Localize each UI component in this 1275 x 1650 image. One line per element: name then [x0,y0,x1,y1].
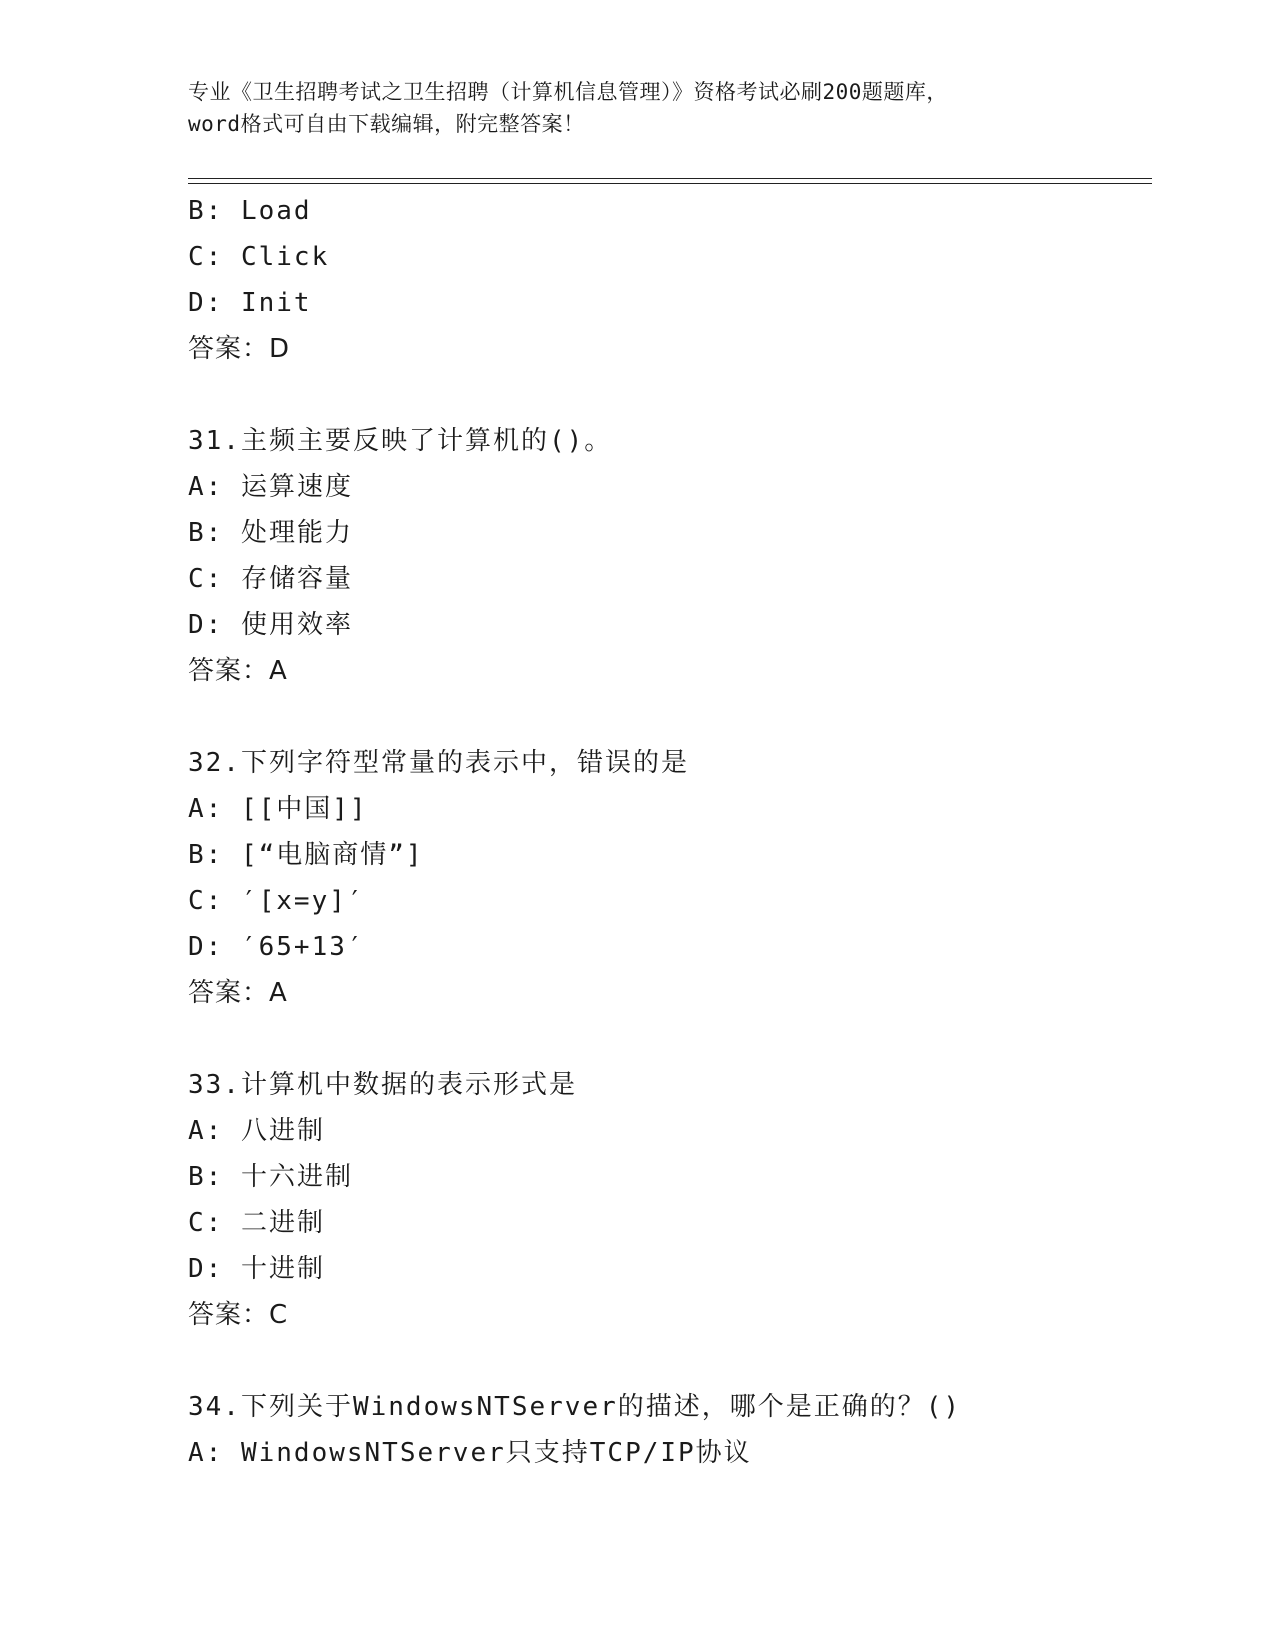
question-31 [188,418,1148,694]
option-b: B: 十六进制 [188,1162,353,1192]
question-33 [188,1062,1148,1338]
answer-label: 答案：A [188,978,288,1008]
question-stem: 31.主频主要反映了计算机的()。 [188,426,613,456]
spacer [188,372,1148,418]
header-title-line-1: 专业《卫生招聘考试之卫生招聘（计算机信息管理）》资格考试必刷200题题库， [188,80,948,104]
header-divider-top [188,178,1152,179]
question-list [188,188,1148,1476]
option-d: D: 十进制 [188,1254,325,1284]
option-b: B: [“电脑商情”] [188,840,424,870]
question-34 [188,1384,1148,1476]
option-c: C: Click [188,242,330,272]
spacer [188,1016,1148,1062]
option-d: D: Init [188,288,312,318]
option-c: C: 二进制 [188,1208,325,1238]
answer-label: 答案：C [188,1300,289,1330]
option-c: C: 存储容量 [188,564,353,594]
option-a: A: 八进制 [188,1116,325,1146]
option-a: A: [[中国]] [188,794,368,824]
answer-label: 答案：D [188,334,291,364]
document-header [188,76,1088,140]
option-a: A: WindowsNTServer只支持TCP/IP协议 [188,1438,752,1468]
header-title-line-2: word格式可自由下载编辑，附完整答案！ [188,112,585,136]
option-d: D: 使用效率 [188,610,353,640]
spacer [188,694,1148,740]
question-30-continued [188,188,1148,372]
header-divider-bottom [188,183,1152,184]
option-b: B: Load [188,196,312,226]
spacer [188,1338,1148,1384]
question-32 [188,740,1148,1016]
option-c: C: ′[x=y]′ [188,886,365,916]
option-a: A: 运算速度 [188,472,353,502]
question-stem: 34.下列关于WindowsNTServer的描述，哪个是正确的？() [188,1392,962,1422]
option-d: D: ′65+13′ [188,932,365,962]
option-b: B: 处理能力 [188,518,353,548]
answer-label: 答案：A [188,656,288,686]
question-stem: 33.计算机中数据的表示形式是 [188,1070,577,1100]
question-stem: 32.下列字符型常量的表示中，错误的是 [188,748,689,778]
